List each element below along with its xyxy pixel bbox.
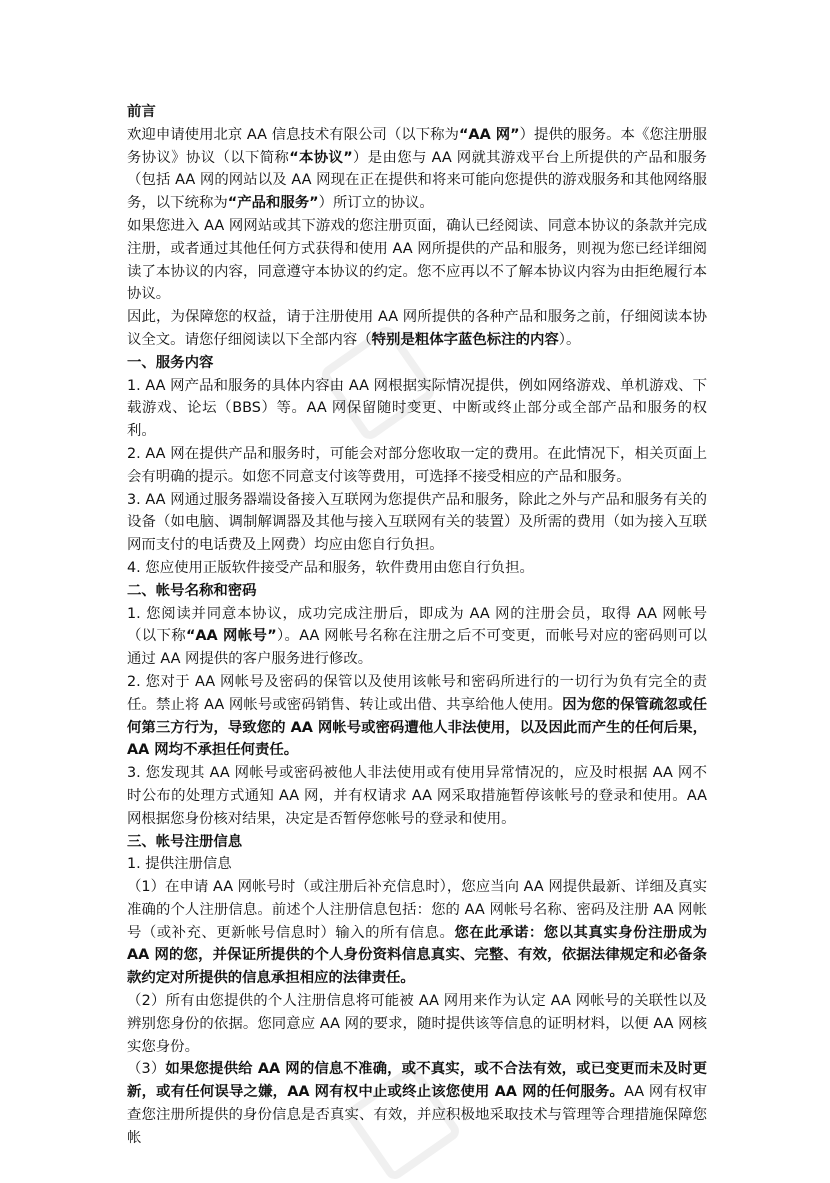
section-2-item-2 [127, 671, 707, 762]
bold-text: “AA 网” [458, 126, 520, 143]
section-3-item-1 [127, 876, 707, 990]
bold-text: 特别是粗体字蓝色标注的内容 [371, 331, 559, 348]
section-1-item: 1. AA 网产品和服务的具体内容由 AA 网根据实际情况提供，例如网络游戏、单机游戏、下载游戏、论坛（BBS）等。AA 网保留随时变更、中断或终止部分或全部产品和服务的权利。 [127, 377, 707, 440]
section-3-heading: 三、帐号注册信息 [127, 833, 243, 850]
intro-paragraph-1 [127, 124, 707, 215]
bold-text: “AA 网帐号” [185, 628, 277, 645]
text: AA 网有权审查您注册所提供的身份信息是否真实、有效，并应积极地采取技术与管理等合理措施保障您帐 [127, 1084, 707, 1146]
text: 因此，为保障您的权益，请于注册使用 AA 网所提供的各种产品和服务之前，仔细阅读本协议全文。请您仔细阅读以下全部内容（ [127, 309, 707, 348]
intro-paragraph-2: 如果您进入 AA 网网站或其下游戏的您注册页面，确认已经阅读、同意本协议的条款并完成注册，或者通过其他任何方式获得和使用 AA 网所提供的产品和服务，则视为您已经详细阅读了本协议的内容，同意遵守本协议的约定。您不应再以不了解本协议内容为由拒绝履行本协议。 [127, 217, 707, 303]
section-1-item: 2. AA 网在提供产品和服务时，可能会对部分您收取一定的费用。在此情况下，相关页面上会有明确的提示。如您不同意支付该等费用，可选择不接受相应的产品和服务。 [127, 445, 707, 485]
text: ）。 [558, 331, 581, 348]
bold-text: 如果您提供给 AA 网的信息不准确，或不真实，或不合法有效，或已变更而未及时更新，或有任何误导之嫌，AA 网有权中止或终止该您使用 AA 网的任何服务。 [127, 1061, 707, 1101]
section-2-heading: 二、帐号名称和密码 [127, 582, 257, 599]
section-3-subheading: 1. 提供注册信息 [127, 856, 232, 873]
section-3-item-2: （2）所有由您提供的个人注册信息将可能被 AA 网用来作为认定 AA 网帐号的关联性以及辨别您身份的依据。您同意应 AA 网的要求，随时提供该等信息的证明材料，以便 AA 网核实您身份。 [127, 993, 707, 1055]
text: ）所订立的协议。 [318, 195, 434, 212]
text: 1. 您阅读并同意本协议，成功完成注册后，即成为 AA 网的注册会员，取得 AA 网帐号（以下称 [127, 605, 707, 645]
section-2-item-3: 3. 您发现其 AA 网帐号或密码被他人非法使用或有使用异常情况的，应及时根据 AA 网不时公布的处理方式通知 AA 网，并有权请求 AA 网采取措施暂停该帐号的登录和使用。AA 网根据您身份核对结果，决定是否暂停您帐号的登录和使用。 [127, 765, 707, 827]
text: （1）在申请 AA 网帐号时（或注册后补充信息时），您应当向 AA 网提供最新、详细及真实准确的个人注册信息。前述个人注册信息包括：您的 AA 网帐号名称、密码及注册 AA 网帐号（或补充、更新帐号信息时）输入的所有信息。 [127, 879, 707, 941]
text: 2. 您对于 AA 网帐号及密码的保管以及使用该帐号和密码所进行的一切行为负有完全的责任。禁止将 AA 网帐号或密码销售、转让或出借、共享给他人使用。 [127, 673, 707, 713]
text: ）是由您与 AA 网就其游戏平台上所提供的产品和服务（包括 AA 网的网站以及 AA 网现在正在提供和将来可能向您提供的游戏服务和其他网络服务，以下统称为 [127, 149, 707, 212]
section-3-item-3 [127, 1058, 707, 1149]
intro-paragraph-3 [127, 306, 707, 352]
bold-text: “本协议” [289, 149, 353, 166]
agreement-document [127, 101, 707, 1150]
bold-text: “产品和服务” [227, 195, 319, 212]
text: （3） [127, 1061, 166, 1078]
text: 欢迎申请使用北京 AA 信息技术有限公司（以下称为 [127, 126, 459, 143]
section-1-heading: 一、服务内容 [127, 354, 214, 371]
intro-heading: 前言 [127, 104, 156, 120]
bold-text: 因为您的保管疏忽或任何第三方行为，导致您的 AA 网帐号或密码遭他人非法使用，以及因此而产生的任何后果，AA 网均不承担任何责任。 [127, 696, 707, 759]
section-2-item-1 [127, 603, 707, 671]
section-1-item: 4. 您应使用正版软件接受产品和服务，软件费用由您自行负担。 [127, 559, 534, 576]
section-1-item: 3. AA 网通过服务器端设备接入互联网为您提供产品和服务，除此之外与产品和服务有关的设备（如电脑、调制解调器及其他与接入互联网有关的装置）及所需的费用（如为接入互联网而支付的电话费及上网费）均应由您自行负担。 [127, 491, 707, 554]
text: ）。AA 网帐号名称在注册之后不可变更，而帐号对应的密码则可以通过 AA 网提供的客户服务进行修改。 [127, 628, 707, 668]
text: ）提供的服务。本《您注册服务协议》协议（以下简称 [127, 126, 707, 166]
bold-text: 您在此承诺：您以其真实身份注册成为 AA 网的您，并保证所提供的个人身份资料信息真实、完整、有效，依据法律规定和必备条款约定对所提供的信息承担相应的法律责任。 [127, 924, 707, 987]
